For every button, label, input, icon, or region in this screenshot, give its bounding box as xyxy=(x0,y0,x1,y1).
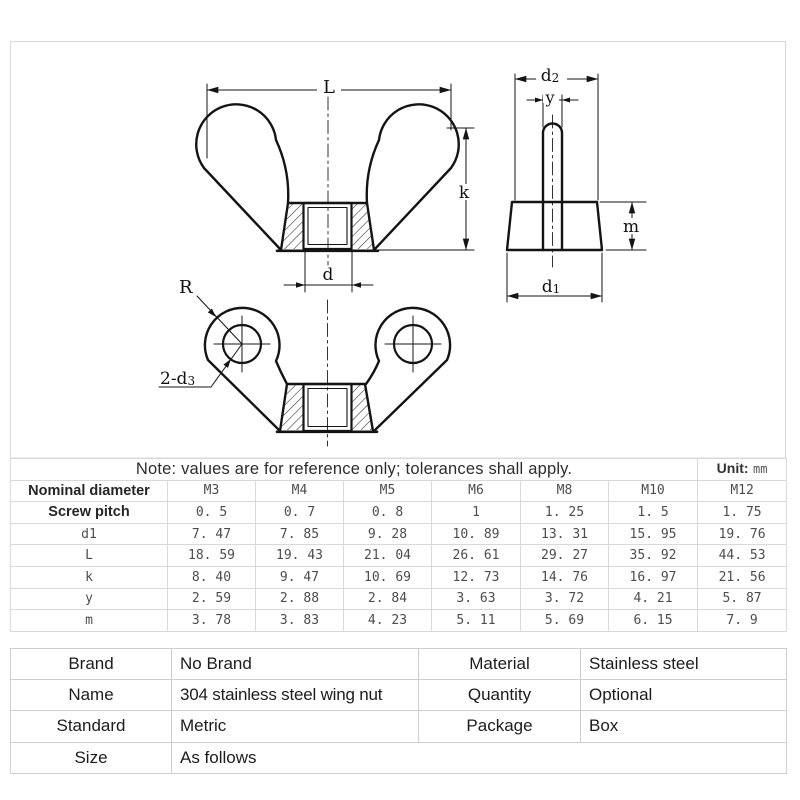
table-row xyxy=(11,649,787,680)
spec-cell: 18. 59 xyxy=(168,545,256,567)
bottom-view-drawing xyxy=(159,277,450,446)
dimension-d1 xyxy=(507,253,602,302)
dimension-L xyxy=(207,77,451,158)
info-label-material: Material xyxy=(419,649,581,680)
table-row xyxy=(11,480,787,502)
spec-cell: 19. 43 xyxy=(256,545,344,567)
front-left-wing xyxy=(196,104,288,250)
spec-cell: 7. 47 xyxy=(168,523,256,545)
spec-cell: 44. 53 xyxy=(698,545,787,567)
spec-cell: 2. 88 xyxy=(256,588,344,610)
spec-cell: 1. 25 xyxy=(521,502,609,524)
spec-cell: 14. 76 xyxy=(521,566,609,588)
spec-cell: 2. 59 xyxy=(168,588,256,610)
spec-cell: 15. 95 xyxy=(609,523,698,545)
note-text: Note: values are for reference only; tolerances shall apply. xyxy=(11,459,698,481)
info-label-quantity: Quantity xyxy=(419,680,581,711)
unit-value: mm xyxy=(753,462,768,477)
table-row xyxy=(11,502,787,524)
front-view-drawing xyxy=(196,77,474,292)
spec-cell: 4. 21 xyxy=(609,588,698,610)
info-label-brand: Brand xyxy=(11,649,172,680)
spec-cell: 5. 87 xyxy=(698,588,787,610)
info-value-brand: No Brand xyxy=(172,649,419,680)
spec-cell: 5. 11 xyxy=(432,610,521,632)
spec-cell: 13. 31 xyxy=(521,523,609,545)
spec-cell: 0. 8 xyxy=(344,502,432,524)
spec-cell: 21. 56 xyxy=(698,566,787,588)
dimension-spec-table xyxy=(10,458,787,632)
callout-R xyxy=(179,277,242,344)
dimension-d xyxy=(284,252,373,292)
spec-cell: 16. 97 xyxy=(609,566,698,588)
dimension-label-d1: d1 xyxy=(541,277,561,297)
spec-cell: 5. 69 xyxy=(521,610,609,632)
front-right-wing xyxy=(367,104,459,250)
dimension-label-L: L xyxy=(323,77,335,98)
radius-label-R: R xyxy=(179,277,193,298)
unit-label: Unit: xyxy=(716,460,749,477)
spec-row-label: Nominal diameter xyxy=(11,480,168,502)
spec-cell: 0. 7 xyxy=(256,502,344,524)
note-row xyxy=(11,459,787,481)
spec-cell: 3. 63 xyxy=(432,588,521,610)
info-label-size: Size xyxy=(11,742,172,773)
spec-cell: 6. 15 xyxy=(609,610,698,632)
spec-cell: 19. 76 xyxy=(698,523,787,545)
dimension-label-k: k xyxy=(458,183,470,203)
info-value-name: 304 stainless steel wing nut xyxy=(172,680,419,711)
table-row xyxy=(11,742,787,773)
info-label-name: Name xyxy=(11,680,172,711)
info-value-package: Box xyxy=(581,711,787,742)
spec-cell: 12. 73 xyxy=(432,566,521,588)
spec-cell: 0. 5 xyxy=(168,502,256,524)
spec-row-label: m xyxy=(11,610,168,632)
spec-cell: 1. 5 xyxy=(609,502,698,524)
spec-cell: 21. 04 xyxy=(344,545,432,567)
spec-cell: M3 xyxy=(168,480,256,502)
spec-row-label: L xyxy=(11,545,168,567)
dimension-m xyxy=(600,202,646,250)
spec-row-label: k xyxy=(11,566,168,588)
spec-cell: 3. 83 xyxy=(256,610,344,632)
info-value-size: As follows xyxy=(172,742,787,773)
holes-label-2-d3: 2-d3 xyxy=(160,369,196,389)
spec-row-label: y xyxy=(11,588,168,610)
info-label-standard: Standard xyxy=(11,711,172,742)
dimension-label-y: y xyxy=(545,88,555,107)
spec-cell: 29. 27 xyxy=(521,545,609,567)
spec-cell: 1 xyxy=(432,502,521,524)
spec-cell: M10 xyxy=(609,480,698,502)
spec-cell: 4. 23 xyxy=(344,610,432,632)
spec-cell: M12 xyxy=(698,480,787,502)
table-row xyxy=(11,566,787,588)
spec-cell: M5 xyxy=(344,480,432,502)
spec-cell: M4 xyxy=(256,480,344,502)
spec-cell: 26. 61 xyxy=(432,545,521,567)
info-value-standard: Metric xyxy=(172,711,419,742)
spec-cell: 7. 85 xyxy=(256,523,344,545)
table-row xyxy=(11,588,787,610)
spec-cell: 10. 89 xyxy=(432,523,521,545)
spec-cell: M8 xyxy=(521,480,609,502)
spec-row-label: d1 xyxy=(11,523,168,545)
table-row xyxy=(11,545,787,567)
info-value-material: Stainless steel xyxy=(581,649,787,680)
spec-cell: M6 xyxy=(432,480,521,502)
spec-cell: 1. 75 xyxy=(698,502,787,524)
table-row xyxy=(11,610,787,632)
spec-cell: 3. 78 xyxy=(168,610,256,632)
dimension-label-m: m xyxy=(622,217,640,237)
table-row xyxy=(11,523,787,545)
spec-cell: 3. 72 xyxy=(521,588,609,610)
spec-cell: 7. 9 xyxy=(698,610,787,632)
table-row xyxy=(11,680,787,711)
side-base xyxy=(507,202,602,250)
spec-cell: 9. 28 xyxy=(344,523,432,545)
dimension-label-d2: d2 xyxy=(540,66,560,86)
info-label-package: Package xyxy=(419,711,581,742)
side-view-drawing xyxy=(507,66,646,302)
spec-row-label: Screw pitch xyxy=(11,502,168,524)
dimension-d2 xyxy=(515,66,598,200)
spec-cell: 8. 40 xyxy=(168,566,256,588)
spec-cell: 35. 92 xyxy=(609,545,698,567)
info-value-quantity: Optional xyxy=(581,680,787,711)
table-row xyxy=(11,711,787,742)
spec-cell: 2. 84 xyxy=(344,588,432,610)
unit-cell xyxy=(698,459,787,481)
spec-cell: 9. 47 xyxy=(256,566,344,588)
spec-cell: 10. 69 xyxy=(344,566,432,588)
product-info-table xyxy=(10,648,787,774)
dimension-label-d: d xyxy=(322,265,334,285)
